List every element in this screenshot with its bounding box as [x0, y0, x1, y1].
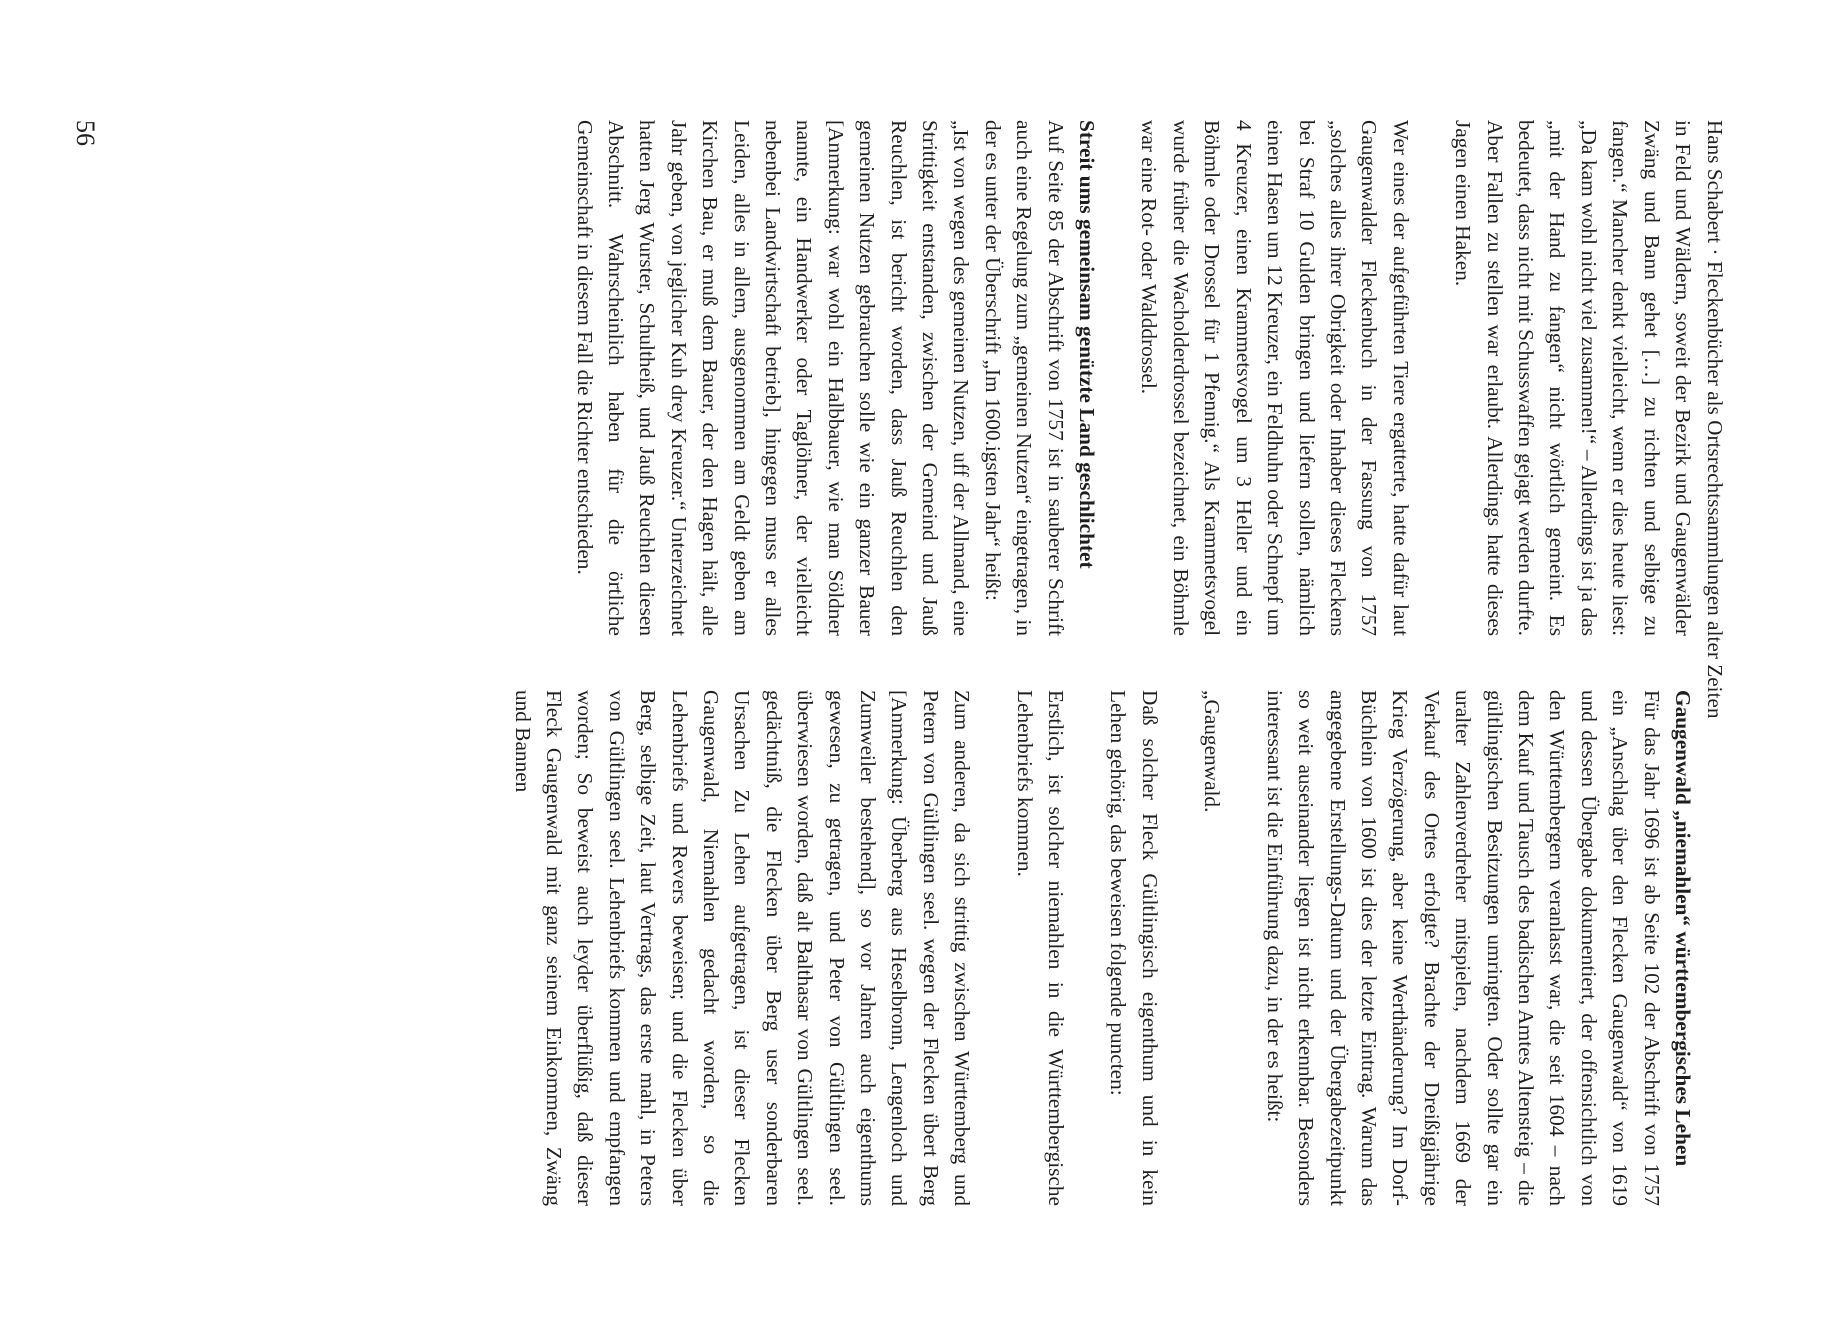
right-column — [506, 690, 1698, 1206]
paragraph: Auf Seite 85 der Abschrift von 1757 ist in sauberer Schrift auch eine Regelung zum „gemeinen Nutzen“ eingetragen, in der es unter der Überschrift „Im 1600.igsten Jahr“ heißt: — [980, 120, 1068, 636]
section-heading: Gaugenwald „niemahlen“ württembergisches Lehen — [1671, 690, 1695, 1167]
paragraph: Für das Jahr 1696 ist ab Seite 102 der Abschrift von 1757 ein „Anschlag über den Flecken Gaugenwald“ von 1619 und dessen Übergabe dokumentiert, der offensichtlich von den Württembergern veranlasst war, die seit 1604 – nach dem Kauf und Tausch des badischen Amtes Altensteig – die gültlingischen Besitzungen umringten. Oder sollte gar ein uralter Zahlenverdreher mitspielen, nachdem 1669 der Verkauf des Ortes erfolgte? Brachte der Dreißigjährige Krieg Verzögerung, aber keine Werthänderung? Im Dorf-Büchlein von 1600 ist dies der letzte Eintrag. Warum das angegebene Erstellungs-Datum und der Übergabezeitpunkt so weit auseinander liegen ist nicht erkennbar. Besonders interessant ist die Einführung dazu, in der es heißt: — [1262, 690, 1664, 1206]
page-number: 56 — [71, 120, 100, 146]
running-head: Hans Schabert · Fleckenbücher als Ortsrechtssammlungen alter Zeiten — [1703, 120, 1727, 719]
quoted-paragraph: Daß solcher Fleck Gültlingisch eigenthum und in kein Lehen gehörig, das beweisen folgende puncten: — [1106, 690, 1162, 1206]
quoted-paragraph: Zum anderen, da sich strittig zwischen Württemberg und Petern von Gültlingen seel. wegen der Flecken übert Berg [Anmerkung: Überberg aus Heselbronn, Lengenloch und Zumweiler bestehend], so vor Jahren auch eigenthums gewesen, zu getragen, und Peter von Gültlingen seel. überwiesen worden, daß alt Balthasar von Gültlingen seel. gedächtniß, die Flecken über Berg user sonderbaren Ursachen Zu Lehen aufgetragen, ist dieser Flecken Gaugenwald, Niemahlen gedacht worden, so die Lehenbriefs und Revers beweisen; und die Flecken über Berg, selbige Zeit, laut Vertrags, das erste mahl, in Peters von Gültlingen seel. Lehenbriefs kommen und empfangen worden; So beweist auch leyder überflüßig, daß dieser Fleck Gaugenwald mit ganz seinem Einkommen, Zwäng und Bannen — [510, 690, 975, 1206]
section-heading: Streit ums gemeinsam genützte Land geschlichtet — [1075, 120, 1100, 569]
quoted-paragraph: Erstlich, ist solcher niemahlen in die Württembergische Lehenbriefs kommen. — [1012, 690, 1069, 1206]
quoted-paragraph: „Ist von wegen des gemeinen Nutzen, uff der Allmand, eine Strittigkeit entstanden, zwischen der Gemeind und Jauß Reuchlen, ist bericht worden, dass Jauß Reuchlen den gemeinen Nutzen gebrauchen solle wie ein ganzer Bauer [Anmerkung: war wohl ein Halbbauer, wie man Söldner nannte, ein Handwerker oder Taglöhner, der vielleicht nebenbei Landwirtschaft betrieb], hingegen muss er alles Leiden, alles in allem, ausgenommen am Geldt geben am Kirchen Bau, er muß dem Bauer, der den Hagen hält, alle Jahr geben, von jeglicher Kuh drey Kreuzer.“ Unterzeichnet hatten Jerg Wurster, Schultheiß, und Jauß Reuchlen diesen Abschnitt. Wahrscheinlich haben für die örtliche Gemeinschaft in diesem Fall die Richter entschieden. — [572, 120, 974, 636]
left-column — [568, 120, 1698, 636]
paragraph: Wer eines der aufgeführten Tiere ergatterte, hatte dafür laut Gaugenwalder Fleckenbuch in der Fassung von 1757 „solches alles ihrer Obrigkeit oder Inhaber dieses Fleckens bei Straf 10 Gulden bringen und liefern sollen, nämlich einen Hasen um 12 Kreuzer, ein Feldhuhn oder Schnepf um 4 Kreuzer, einen Krammetsvogel um 3 Heller und ein Böhmle oder Drossel für 1 Pfennig.“ Als Krammetsvogel wurde früher die Wacholderdrossel bezeichnet, ein Böhmle war eine Rot- oder Walddrossel. — [1137, 120, 1413, 636]
paragraph: in Feld und Wäldern, soweit der Bezirk und Gaugenwälder Zwäng und Bann gehet […] zu richten und selbige zu fangen.“ Mancher denkt vielleicht, wenn er dies heute liest: „Da kam wohl nicht viel zusammen!“ – Allerdings ist ja das „mit der Hand zu fangen“ nicht wörtlich gemeint. Es bedeutet, dass nicht mit Schusswaffen gejagt werden durfte. Aber Fallen zu stellen war erlaubt. Allerdings hatte dieses Jagen einen Haken. — [1451, 120, 1695, 636]
quoted-paragraph: „Gaugenwald. — [1200, 690, 1225, 813]
